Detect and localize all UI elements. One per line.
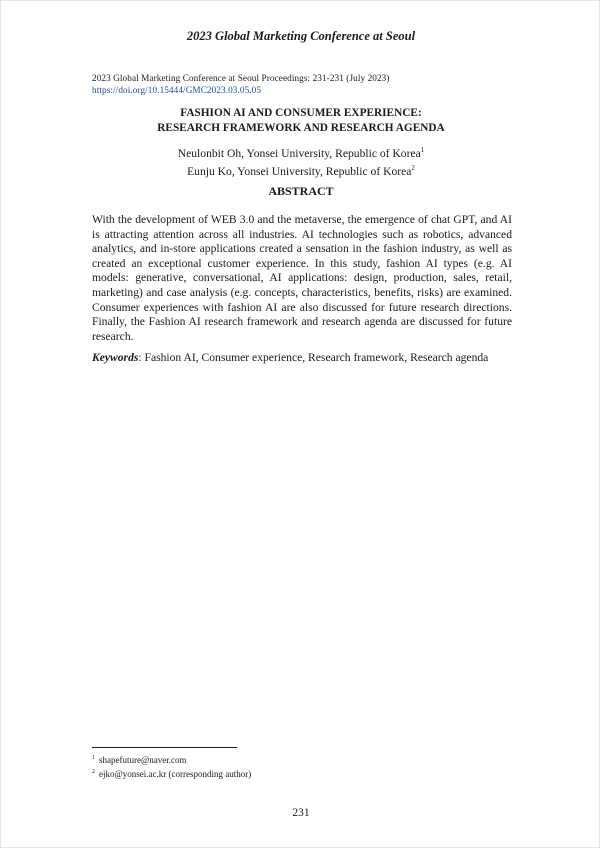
page-number: 231	[292, 807, 310, 819]
author-name: Neulonbit Oh, Yonsei University, Republic of Korea	[177, 146, 421, 160]
footnote-divider	[92, 747, 237, 748]
doi-link[interactable]: https://doi.org/10.15444/GMC2023.03.05.05	[92, 84, 262, 95]
footnote-mark: 2	[92, 768, 95, 775]
running-head: 2023 Global Marketing Conference at Seoul	[186, 29, 416, 43]
author-list	[1, 143, 600, 179]
author-line	[1, 143, 600, 161]
proceedings-info	[92, 73, 390, 96]
title-line-2: RESEARCH FRAMEWORK AND RESEARCH AGENDA	[157, 122, 445, 134]
keywords-label: Keywords	[92, 351, 139, 364]
footnotes	[92, 753, 251, 780]
footnote-email: ejko@yonsei.ac.kr (corresponding author)	[99, 768, 252, 779]
title-line-1: FASHION AI AND CONSUMER EXPERIENCE:	[180, 107, 422, 119]
author-line	[1, 161, 600, 179]
footnote-mark: 1	[420, 146, 425, 154]
paper-title	[1, 106, 600, 136]
footnote	[92, 767, 251, 781]
keywords-text: : Fashion AI, Consumer experience, Research framework, Research agenda	[138, 351, 489, 364]
author-name: Eunju Ko, Yonsei University, Republic of Korea	[187, 164, 412, 178]
keywords-line	[92, 350, 532, 365]
proceedings-line: 2023 Global Marketing Conference at Seoul Proceedings: 231-231 (July 2023)	[92, 73, 390, 83]
footnote-mark: 2	[411, 163, 415, 172]
abstract-heading: ABSTRACT	[268, 184, 334, 198]
footnote-mark: 1	[92, 755, 95, 761]
abstract-body: With the development of WEB 3.0 and the metaverse, the emergence of chat GPT, and AI is attracting attention across all industries. AI technologies such as robotics, advanced analytics, and in-store applications created a sensation in the fashion industry, as well as created an exceptional customer experience. In this study, fashion AI types (e.g. AI models: generative, conversational, AI applications: design, production, sales, retail, marketing) and case analysis (e.g. concepts, characteristics, benefits, risks) are examined. Consumer experiences with fashion AI are also discussed for future research directions. Finally, the Fashion AI research framework and research agenda are discussed for future research.	[92, 213, 512, 343]
footnote	[92, 753, 251, 767]
footnote-email: shapefuture@naver.com	[99, 755, 187, 765]
